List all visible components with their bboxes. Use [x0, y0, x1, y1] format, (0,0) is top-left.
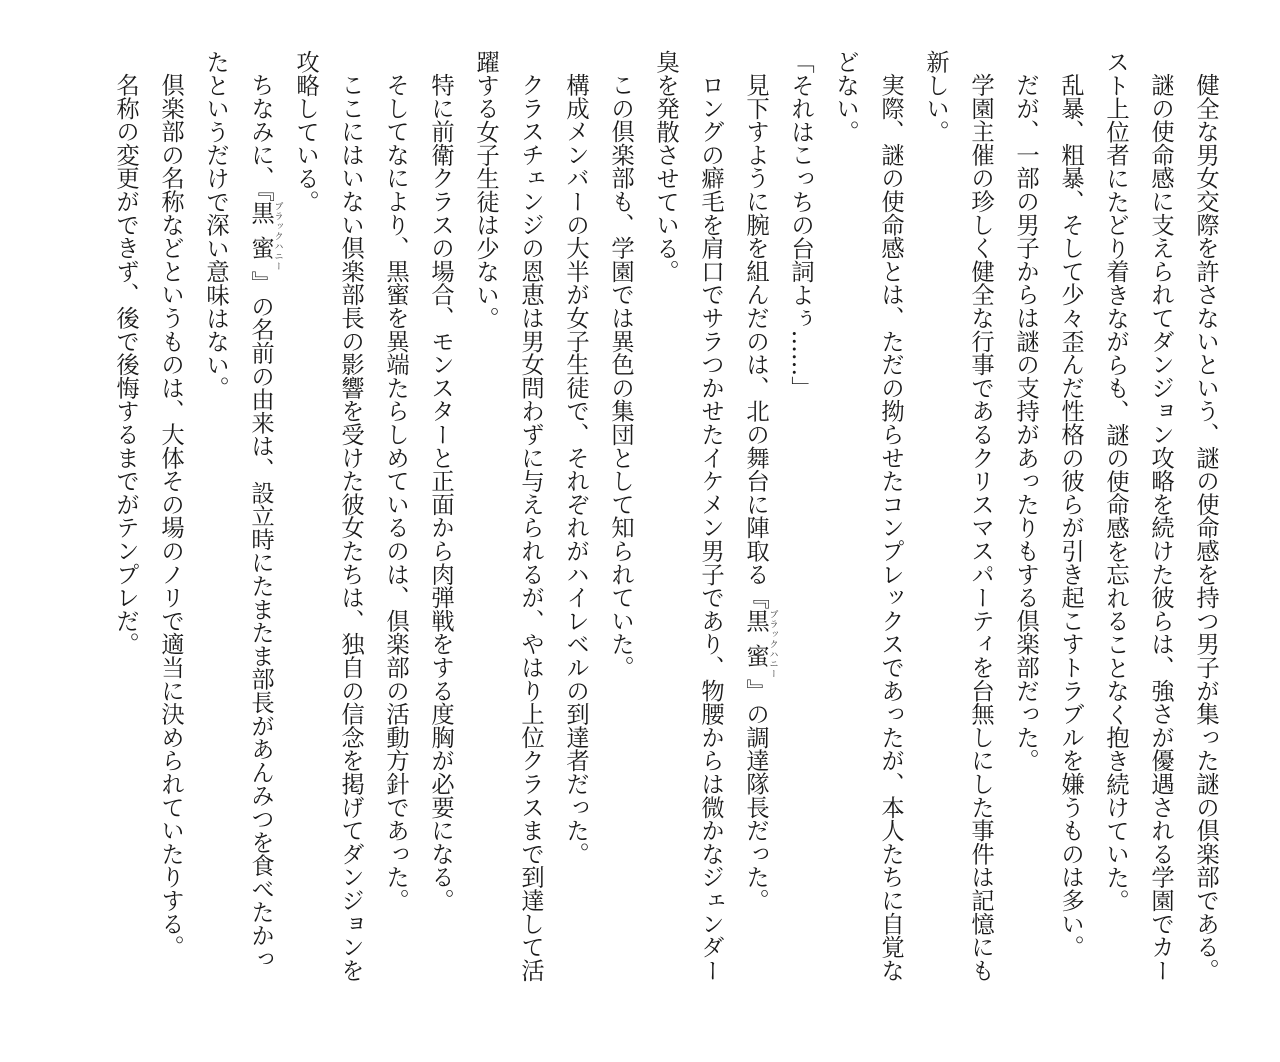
paragraph: 名称の変更ができず、後で後悔するまでがテンプレだ。 — [112, 73, 139, 656]
paragraph-with-ruby — [193, 50, 283, 985]
paragraph: だが、一部の男子からは謎の支持があったりもする倶楽部だった。 — [1012, 73, 1039, 773]
text-segment: 』の調達隊長だった。 — [742, 679, 769, 913]
paragraph: 構成メンバーの大半が女子生徒で、それぞれがハイレベルの到達者だった。 — [562, 73, 589, 866]
paragraph: ここにはいない倶楽部長の影響を受けた彼女たちは、独自の信念を掲げてダンジョンを攻略している。 — [292, 50, 364, 982]
paragraph-with-ruby — [733, 50, 778, 985]
paragraph: 謎の使命感に支えられてダンジョン攻略を続けた彼らは、強さが優遇される学園でカースト上位者にたどり着きながらも、謎の使命感を忘れることなく抱き続けていた。 — [1102, 50, 1174, 982]
paragraph: 健全な男女交際を許さないという、謎の使命感を持つ男子が集った謎の倶楽部である。 — [1192, 73, 1219, 982]
text-segment: 見下すように腕を組んだのは、北の舞台に陣取る『 — [742, 73, 769, 610]
paragraph: そしてなにより、黒蜜を異端たらしめているのは、倶楽部の活動方針であった。 — [382, 73, 409, 913]
paragraph: 学園主催の珍しく健全な行事であるクリスマスパーティを台無しにした事件は記憶にも新しい。 — [922, 50, 994, 982]
ruby-base: 黒蜜 — [742, 609, 769, 680]
text-segment: 』の名前の由来は、設立時にたまたま部長があんみつを食べたかったというだけで深い意味はない。 — [202, 50, 274, 971]
ruby-reading: ブラックハニー — [767, 609, 778, 680]
paragraph: 乱暴、粗暴、そして少々歪んだ性格の彼らが引き起こすトラブルを嫌うものは多い。 — [1057, 73, 1084, 959]
paragraph: 特に前衛クラスの場合、モンスターと正面から肉弾戦をする度胸が必要になる。 — [427, 73, 454, 913]
paragraph: クラスチェンジの恩恵は男女問わずに与えられるが、やはり上位クラスまで到達して活躍する女子生徒は少ない。 — [472, 50, 544, 982]
ruby-annotation — [742, 609, 778, 680]
ruby-base: 黒蜜 — [247, 201, 274, 272]
paragraph: 実際、謎の使命感とは、ただの拗らせたコンプレックスであったが、本人たちに自覚などない。 — [832, 50, 904, 982]
ruby-reading: ブラックハニー — [272, 201, 283, 272]
paragraph: 倶楽部の名称などというものは、大体その場のノリで適当に決められていたりする。 — [157, 73, 184, 959]
ruby-annotation — [247, 201, 283, 272]
dialogue-line: 「それはこっちの台詞よぅ……」 — [787, 50, 814, 400]
paragraph: この倶楽部も、学園では異色の集団として知られていた。 — [607, 73, 634, 680]
paragraph: ロングの癖毛を肩口でサラつかせたイケメン男子であり、物腰からは微かなジェンダー臭を発散させている。 — [652, 50, 724, 982]
vertical-text-page — [98, 50, 1228, 985]
text-segment: ちなみに、『 — [247, 73, 274, 202]
